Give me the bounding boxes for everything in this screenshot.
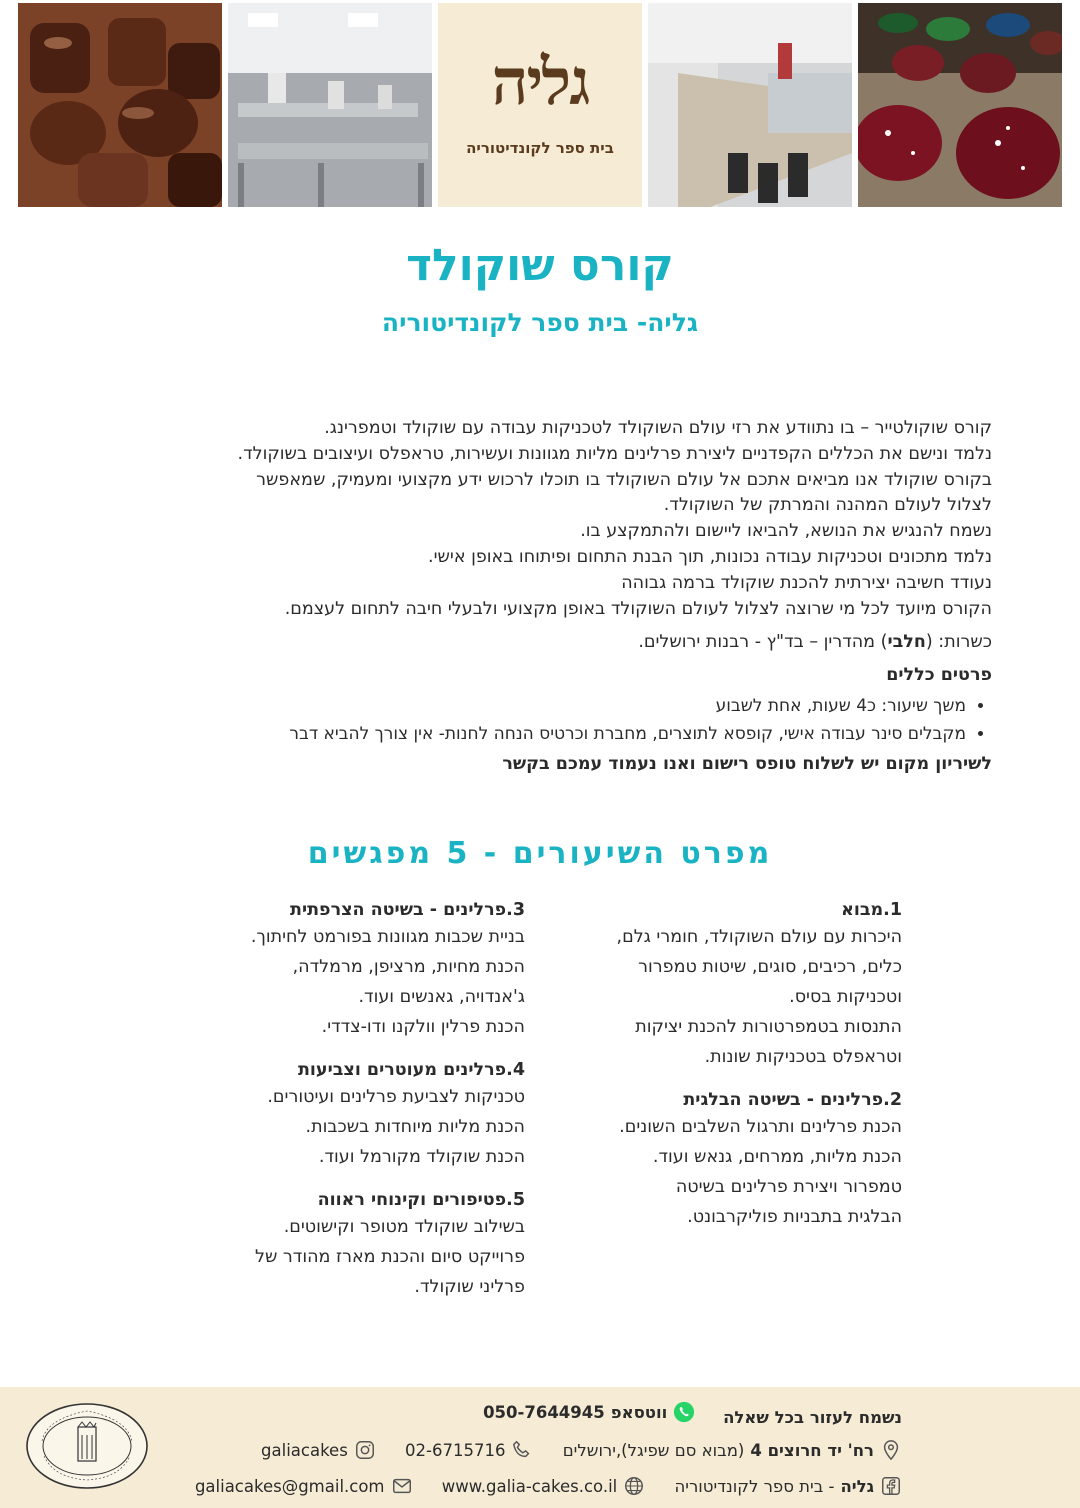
- lesson-line: בניית שכבות מגוונות בפורמט לחיתוך.: [250, 927, 525, 947]
- details-item: • משך שיעור: כ4 שעות, אחת לשבוע: [46, 692, 966, 720]
- kashrut-seal: [24, 1401, 150, 1491]
- logo-wordmark: גליה: [491, 45, 589, 120]
- intro-line: נשמח להנגיש את הנושא, להביאו ליישום ולהתמקצע בו.: [580, 521, 992, 542]
- intro-line: קורס שוקולטייר – בו נתוודע את רזי עולם השוקולד לטכניקות עבודה עם שוקולד וטמפרינג.: [324, 418, 992, 438]
- lesson-line: הכנת מליות, ממרחים, גנאש ועוד.: [652, 1147, 902, 1167]
- intro-line: נלמד מתכונים וטכניקות עבודה נכונות, תוך הבנת התחום ופיתוחו באופן אישי.: [428, 546, 992, 567]
- phone-number: 02-6715716: [405, 1440, 506, 1460]
- kosher-prefix: כשרות: (: [925, 632, 992, 652]
- lesson-line: פרוייקט סיום והכנת מארז מהודר של: [255, 1247, 525, 1267]
- address-detail: (מבוא סם שפיגל),ירושלים: [562, 1440, 745, 1460]
- website-link[interactable]: [442, 1475, 645, 1497]
- kosher-dairy: חלבי: [887, 632, 926, 652]
- lesson-line: וטכניקות בסיס.: [789, 987, 902, 1007]
- kosher-info: [72, 632, 992, 652]
- lesson-line: הכנת שוקולד מקורמל ועוד.: [318, 1147, 525, 1167]
- address-street: רח' יד חרוצים 4: [750, 1440, 874, 1460]
- lesson-3: [165, 898, 525, 1042]
- lesson-title: 1.מבוא: [841, 900, 902, 920]
- schedule-title: מפרט השיעורים - 5 מפגשים: [307, 836, 773, 871]
- facebook-name: גליה: [840, 1476, 874, 1496]
- details-item: • מקבלים סינר עבודה אישי, קופסא לתוצרים, מחברת וכרטיס הנחה לחנות- אין צורך להביא דבר: [46, 720, 966, 748]
- help-text: נשמח לעזור בכל שאלה: [723, 1408, 902, 1427]
- details-list: [46, 692, 992, 748]
- colored-pralines-photo: [858, 3, 1062, 207]
- lesson-line: הכנת פרלין וולקנו ודו-צדדי.: [321, 1017, 525, 1037]
- globe-icon: [623, 1475, 645, 1497]
- intro-line: לצלול לעולם המהנה והמרתק של השוקולד.: [663, 495, 992, 516]
- schedule-column-right: [542, 898, 902, 1248]
- intro-text: [72, 416, 992, 622]
- signup-note: לשיריון מקום יש לשלוח טופס רישום ואנו נעמוד עמכם בקשר: [502, 754, 992, 774]
- lesson-2: [542, 1088, 902, 1232]
- lesson-5: [165, 1188, 525, 1302]
- lesson-line: התנסות בטמפרטורות להכנת יציקות: [635, 1017, 902, 1037]
- lesson-title: 4.פרלינים מעוטרים וצביעות: [297, 1060, 525, 1080]
- address-row: [237, 1439, 902, 1465]
- intro-line: הקורס מיועד לכל מי שרוצה לצלול לעולם השוקולד באופן מקצועי ולבעלי חיבה לתחום לעצמם.: [284, 598, 992, 619]
- whatsapp-number: 050-7644945: [483, 1402, 605, 1422]
- intro-line: נעודד חשיבה יצירתית להכנת שוקולד ברמה גבוהה: [621, 572, 992, 593]
- address: [563, 1439, 902, 1461]
- lesson-4: [165, 1058, 525, 1172]
- intro-line: נלמד ונישם את הכללים הקפדניים ליצירת פרלינים מליות מגוונות ועשירות, טראפלס ועיצובים בשוקולד.: [237, 443, 992, 464]
- lesson-title: 2.פרלינים - בשיטה הבלגית: [683, 1090, 902, 1110]
- phone-contact[interactable]: [405, 1439, 533, 1461]
- page-title: קורס שוקולד: [406, 240, 674, 291]
- lesson-line: הכנת פרלינים ותרגול השלבים השונים.: [619, 1117, 902, 1137]
- page-subtitle: גליה- בית ספר לקונדיטוריה: [381, 308, 699, 337]
- photo-strip: [18, 0, 1062, 208]
- facebook-desc: - בית ספר לקונדיטוריה: [674, 1476, 835, 1496]
- lesson-1: [542, 898, 902, 1072]
- online-row: [171, 1475, 902, 1501]
- kosher-suffix: ) מהדרין – בד"ץ - רבנות ירושלים.: [638, 632, 888, 652]
- instagram-handle: galiacakes: [261, 1440, 348, 1460]
- facebook-icon: [880, 1475, 902, 1497]
- lesson-line: ג'אנדויה, גאנשים ועוד.: [358, 987, 525, 1007]
- phone-icon: [511, 1439, 533, 1461]
- email-address: galiacakes@gmail.com: [194, 1476, 385, 1496]
- workshop-room-photo: [648, 3, 852, 207]
- lesson-title: 5.פטיפורים וקינוחי ראווה: [317, 1190, 525, 1210]
- mail-icon: [391, 1475, 413, 1497]
- lesson-line: וטראפלס בטכניקות שונות.: [704, 1047, 902, 1067]
- lesson-line: טמפרור ויצירת פרלינים בשיטה: [675, 1177, 902, 1197]
- whatsapp-icon: [673, 1401, 695, 1423]
- chocolate-bonbons-photo: [18, 3, 222, 207]
- lesson-line: כלים, רכיבים, סוגים, שיטות טמפרור: [638, 957, 902, 977]
- lesson-line: הבלגית בתבניות פוליקרבונט.: [687, 1207, 902, 1227]
- details-heading: פרטים כללים: [886, 665, 992, 685]
- help-row: [459, 1401, 902, 1427]
- logo-tagline: בית ספר לקונדיטוריה: [466, 139, 614, 157]
- instagram-contact[interactable]: [261, 1439, 376, 1461]
- location-pin-icon: [880, 1439, 902, 1461]
- lesson-title: 3.פרלינים - בשיטה הצרפתית: [290, 900, 525, 920]
- lesson-line: בשילוב שוקולד מטופר וקישוטים.: [283, 1217, 525, 1237]
- lesson-line: פרליני שוקולד.: [414, 1277, 525, 1297]
- lesson-line: הכנת מליות מיוחדות בשכבות.: [305, 1117, 525, 1137]
- school-logo: [438, 3, 642, 207]
- instagram-icon: [354, 1439, 376, 1461]
- lesson-line: היכרות עם עולם השוקולד, חומרי גלם,: [616, 927, 902, 947]
- facebook-contact[interactable]: [674, 1475, 902, 1497]
- whatsapp-contact[interactable]: [483, 1401, 695, 1423]
- schedule-column-left: [165, 898, 525, 1318]
- whatsapp-label: ווטסאפ: [610, 1402, 668, 1422]
- contact-footer: [0, 1387, 1080, 1508]
- intro-line: בקורס שוקולד אנו מביאים אתכם אל עולם השוקולד בו תוכלו לרכוש ידע מקצועי ומעמיק, שמאפשר: [256, 469, 992, 490]
- kitchen-classroom-photo: [228, 3, 432, 207]
- lesson-line: הכנת מחיות, מרציפן, מרמלדה,: [292, 957, 525, 977]
- email-contact[interactable]: [195, 1475, 413, 1497]
- lesson-line: טכניקות לצביעת פרלינים ועיטורים.: [267, 1087, 525, 1107]
- website-url: www.galia-cakes.co.il: [441, 1476, 618, 1496]
